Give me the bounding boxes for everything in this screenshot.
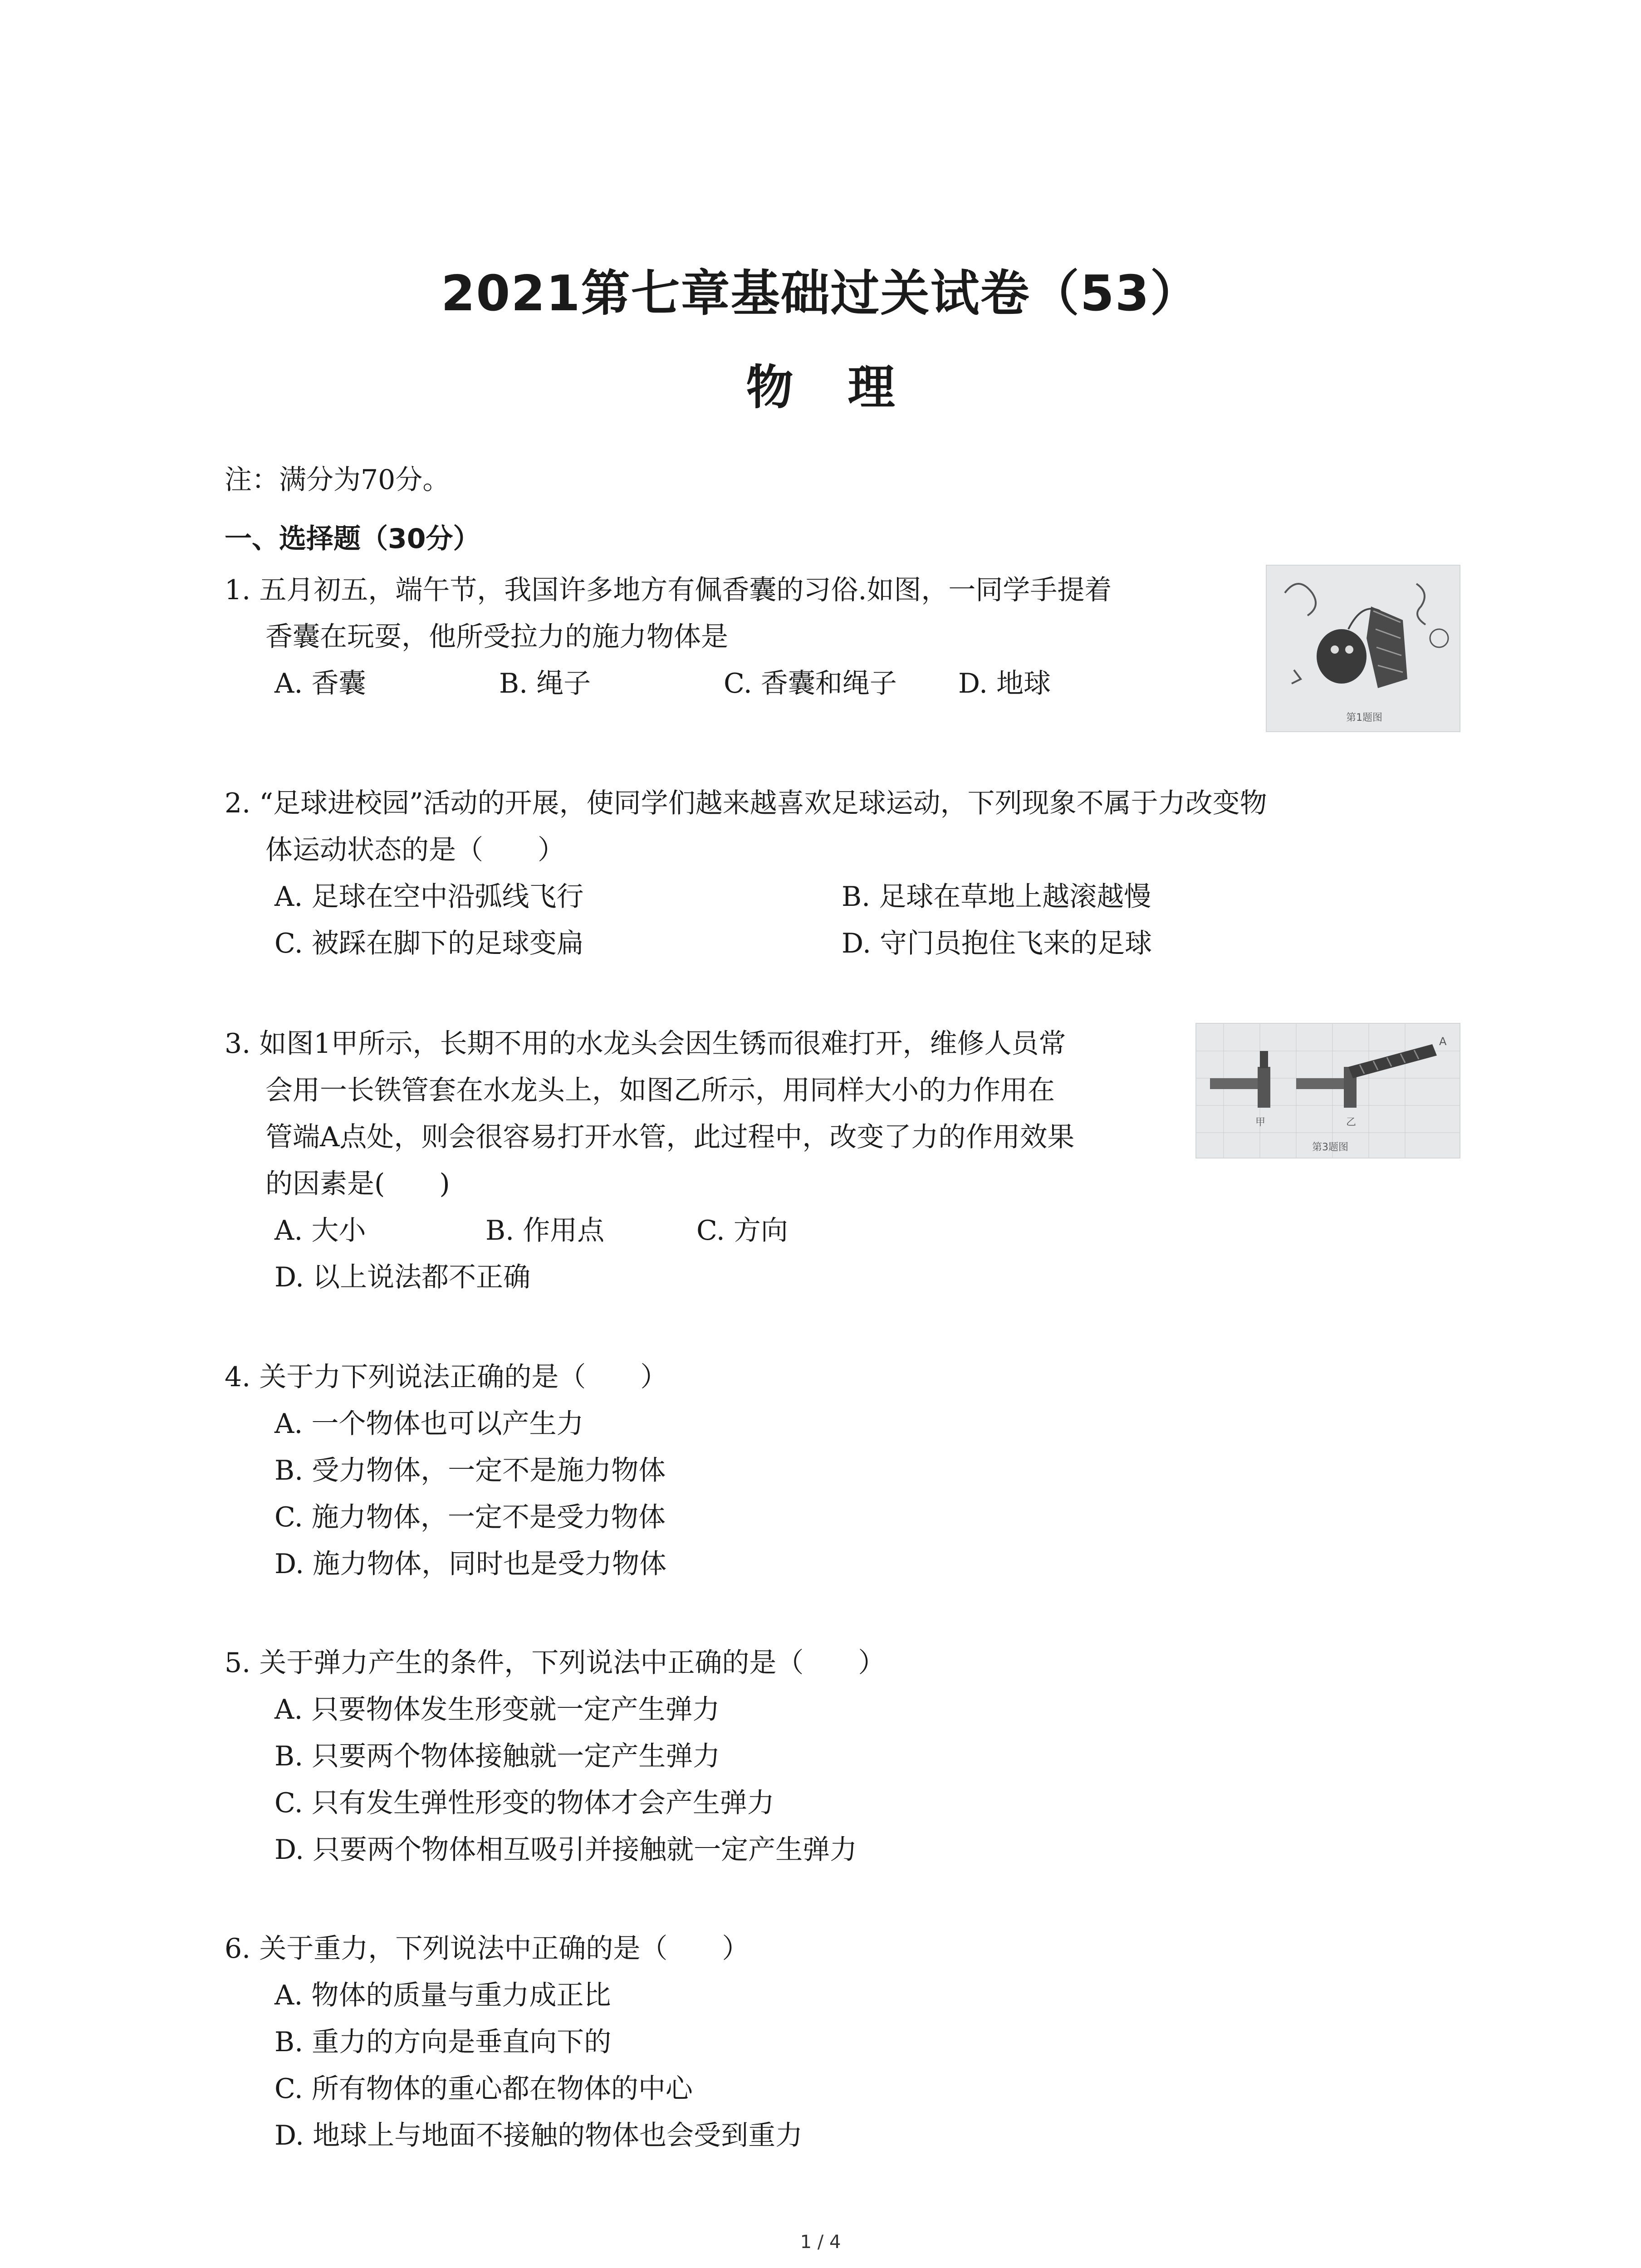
figure-caption: 第3题图 <box>1312 1142 1348 1153</box>
question-1-figure <box>1266 565 1460 732</box>
option-b: B. 足球在草地上越滚越慢 <box>842 881 1151 913</box>
option-c: C. 只有发生弹性形变的物体才会产生弹力 <box>274 1787 774 1819</box>
option-d: D. 施力物体，同时也是受力物体 <box>274 1548 667 1580</box>
page-number: 1 / 4 <box>800 2232 841 2253</box>
option-a: A. 物体的质量与重力成正比 <box>274 1980 611 2011</box>
question-2-options-row-1 <box>225 874 1267 920</box>
faucet-illustration <box>1196 1024 1460 1158</box>
option-c: C. 施力物体，一定不是受力物体 <box>274 1501 666 1533</box>
question-1-options <box>225 660 1112 707</box>
question-2-stem: 2. “足球进校园”活动的开展，使同学们越来越喜欢足球运动，下列现象不属于力改变物 体运动状态的是（ ） <box>225 787 1267 866</box>
option-a: A. 只要物体发生形变就一定产生弹力 <box>274 1694 720 1725</box>
question-5 <box>225 1640 885 1873</box>
option-c: C. 方向 <box>696 1215 788 1246</box>
subject-heading: 物理 <box>746 360 950 415</box>
option-a: A. 香囊 <box>274 668 366 699</box>
option-d: D. 只要两个物体相互吸引并接触就一定产生弹力 <box>274 1834 857 1866</box>
point-a-label: A <box>1439 1035 1447 1048</box>
option-a: A. 大小 <box>274 1215 366 1246</box>
question-3-options-row-1 <box>225 1207 1074 1254</box>
option-b: B. 作用点 <box>485 1215 605 1246</box>
option-b: B. 受力物体，一定不是施力物体 <box>274 1455 666 1486</box>
option-d: D. 地球上与地面不接触的物体也会受到重力 <box>274 2120 803 2151</box>
question-1-stem: 1. 五月初五，端午节，我国许多地方有佩香囊的习俗.如图，一同学手提着 香囊在玩耍，他所受拉力的施力物体是 <box>225 574 1112 653</box>
question-3 <box>225 1021 1074 1301</box>
option-c: C. 被踩在脚下的足球变扁 <box>274 928 584 959</box>
option-b: B. 只要两个物体接触就一定产生弹力 <box>274 1740 720 1772</box>
page-title: 2021第七章基础过关试卷（53） <box>441 265 1200 322</box>
option-d: D. 以上说法都不正确 <box>274 1261 531 1293</box>
question-5-stem: 5. 关于弹力产生的条件，下列说法中正确的是（ ） <box>225 1647 886 1679</box>
score-note: 注：满分为70分。 <box>225 464 450 496</box>
option-a: A. 一个物体也可以产生力 <box>274 1408 584 1440</box>
figure-caption: 第1题图 <box>1346 712 1382 723</box>
option-c: C. 所有物体的重心都在物体的中心 <box>274 2073 693 2105</box>
question-2 <box>225 780 1267 967</box>
question-6 <box>225 1926 803 2159</box>
question-4-stem: 4. 关于力下列说法正确的是（ ） <box>225 1361 668 1393</box>
question-3-options-row-2 <box>225 1254 1074 1301</box>
sachet-illustration <box>1267 566 1460 731</box>
question-6-stem: 6. 关于重力，下列说法中正确的是（ ） <box>225 1933 749 1965</box>
option-b: B. 绳子 <box>499 668 591 699</box>
question-2-options-row-2 <box>225 920 1267 967</box>
question-4 <box>225 1354 667 1588</box>
question-3-figure <box>1195 1023 1460 1158</box>
question-1 <box>225 567 1112 707</box>
option-c: C. 香囊和绳子 <box>724 668 897 699</box>
option-b: B. 重力的方向是垂直向下的 <box>274 2026 612 2058</box>
option-d: D. 地球 <box>958 668 1051 699</box>
option-d: D. 守门员抱住飞来的足球 <box>842 928 1152 959</box>
question-3-stem: 3. 如图1甲所示，长期不用的水龙头会因生锈而很难打开，维修人员常 会用一长铁管套在水龙头上，如图乙所示，用同样大小的力作用在 管端A点处，则会很容易打开水管，此过程中，改变了力的作用效果 的因素是( ) <box>225 1028 1075 1200</box>
figure-label-yi: 乙 <box>1346 1117 1357 1128</box>
section-heading: 一、选择题（30分） <box>225 523 480 555</box>
option-a: A. 足球在空中沿弧线飞行 <box>274 881 584 913</box>
figure-label-jia: 甲 <box>1255 1117 1266 1128</box>
